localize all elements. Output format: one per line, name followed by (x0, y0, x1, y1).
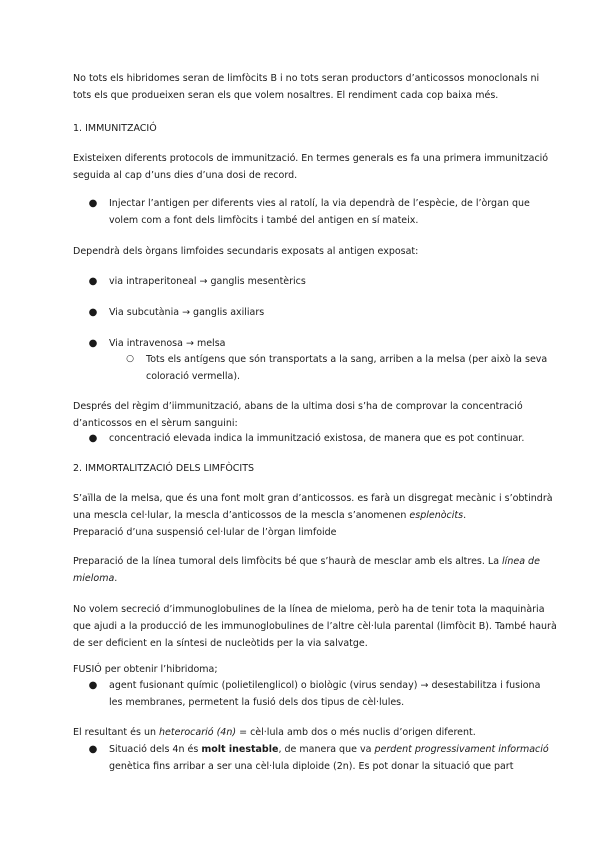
text-line: mieloma. (73, 573, 118, 584)
list-item: Via intravenosa → melsa (109, 338, 226, 349)
text-line: S’aïlla de la melsa, que és una font molt gran d’anticossos. es farà un disgregat mecànic i s’obtindrà (73, 493, 553, 504)
text-line: Preparació de la línea tumoral dels limfòcits bé que s’haurà de mesclar amb els altres. La línea de (73, 556, 540, 567)
paragraph (73, 490, 553, 541)
text-line: Preparació d’una suspensió cel·lular de l’òrgan limfoide (73, 527, 337, 538)
bullet-icon: ● (88, 433, 98, 444)
text-line: agent fusionant químic (polietilenglicol) o biològic (virus senday) → desestabilitza i fusiona (109, 680, 541, 691)
paragraph (73, 601, 557, 652)
text-line: Tots els antígens que són transportats a la sang, arriben a la melsa (per això la seva (146, 354, 548, 365)
section-heading-immunitzacio: 1. IMMUNITZACIÓ (73, 123, 157, 134)
text-line: seguida al cap d’uns dies d’una dosi de record. (73, 170, 298, 181)
list-item: via intraperitoneal → ganglis mesentèrics (109, 276, 306, 287)
list-item (109, 741, 549, 775)
text-line: No tots els hibridomes seran de limfòcits B i no tots seran productors d’anticossos monoclonals ni (73, 73, 540, 84)
text-line: una mescla cel·lular, la mescla d’anticossos de la mescla s’anomenen esplenòcits. (73, 510, 467, 521)
bullet-icon: ● (88, 307, 98, 318)
text-line: coloració vermella). (146, 371, 241, 382)
text-line: tots els que produeixen seran els que volem nosaltres. El rendiment cada cop baixa més. (73, 90, 499, 101)
intro-paragraph (73, 70, 540, 104)
text-line: volem com a font dels limfòcits i també del antigen en sí mateix. (109, 215, 419, 226)
text-line: les membranes, permetent la fusió dels dos tipus de cèl·lules. (109, 697, 405, 708)
bullet-icon: ● (88, 744, 98, 755)
sub-bullet-icon: ○ (126, 354, 134, 364)
paragraph (73, 553, 540, 587)
paragraph: FUSIÓ per obtenir l’hibridoma; (73, 664, 218, 675)
text-line: Existeixen diferents protocols de immunització. En termes generals es fa una primera immunització (73, 153, 549, 164)
paragraph: Dependrà dels òrgans limfoides secundaris exposats al antigen exposat: (73, 246, 419, 257)
section-heading-immortalitzacio: 2. IMMORTALITZACIÓ DELS LIMFÒCITS (73, 463, 255, 474)
list-item (109, 677, 540, 711)
bullet-icon: ● (88, 680, 98, 691)
text-line: Després del règim d’iimmunització, abans de la ultima dosi s’ha de comprovar la concentració (73, 401, 523, 412)
text-line: genètica fins arribar a ser una cèl·lula diploide (2n). Es pot donar la situació que part (109, 761, 514, 772)
paragraph: El resultant és un heterocarió (4n) = cèl·lula amb dos o més nuclis d’origen diferent. (73, 727, 476, 738)
paragraph (73, 398, 533, 432)
list-item (109, 195, 530, 229)
text-line: Situació dels 4n és molt inestable, de manera que va perdent progressivament informació (109, 744, 549, 755)
paragraph (73, 150, 549, 184)
text-line: d’anticossos en el sèrum sanguini: (73, 418, 238, 429)
text-line: No volem secreció d’immunoglobulines de la línea de mieloma, però ha de tenir tota la maquinària (73, 604, 545, 615)
bullet-icon: ● (88, 276, 98, 287)
text-line: de ser deficient en la síntesi de nucleòtids per la via salvatge. (73, 638, 368, 649)
bullet-icon: ● (88, 338, 98, 349)
bullet-icon: ● (88, 198, 98, 209)
text-line: Injectar l’antigen per diferents vies al ratolí, la via dependrà de l’espècie, de l’òrgan que (109, 198, 530, 209)
list-item: Via subcutània → ganglis axiliars (109, 307, 265, 318)
list-item: concentració elevada indica la immunització existosa, de manera que es pot continuar. (109, 433, 525, 444)
sub-list-item (146, 351, 547, 385)
text-line: que ajudi a la producció de les immunoglobulines de l’altre cèl·lula parental (limfòcit B). També haurà (73, 621, 557, 632)
